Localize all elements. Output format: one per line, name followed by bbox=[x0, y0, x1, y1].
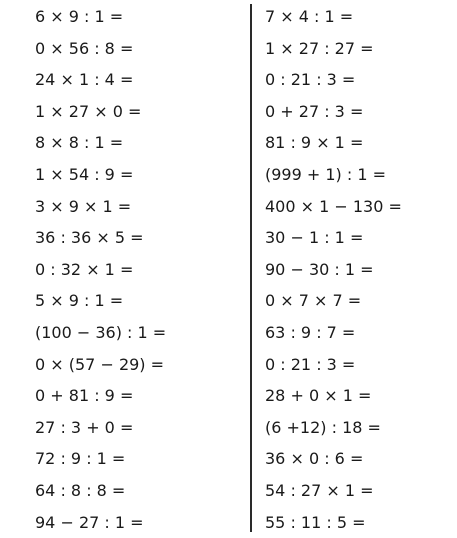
exercise-expression: 64 : 8 : 8 = bbox=[35, 475, 166, 507]
column-divider bbox=[250, 4, 252, 532]
exercise-expression: 28 + 0 × 1 = bbox=[265, 380, 402, 412]
exercise-expression: 0 : 32 × 1 = bbox=[35, 254, 166, 286]
exercise-expression: 400 × 1 − 130 = bbox=[265, 191, 402, 223]
exercise-expression: 24 × 1 : 4 = bbox=[35, 64, 166, 96]
exercise-expression: 0 : 21 : 3 = bbox=[265, 349, 402, 381]
exercise-expression: 8 × 8 : 1 = bbox=[35, 127, 166, 159]
exercise-expression: 1 × 54 : 9 = bbox=[35, 159, 166, 191]
exercise-expression: 0 + 81 : 9 = bbox=[35, 380, 166, 412]
exercise-expression: 1 × 27 × 0 = bbox=[35, 96, 166, 128]
exercise-expression: 72 : 9 : 1 = bbox=[35, 443, 166, 475]
exercise-expression: 6 × 9 : 1 = bbox=[35, 1, 166, 33]
exercise-expression: 0 + 27 : 3 = bbox=[265, 96, 402, 128]
exercise-expression: 1 × 27 : 27 = bbox=[265, 33, 402, 65]
exercise-expression: 30 − 1 : 1 = bbox=[265, 222, 402, 254]
exercise-expression: (100 − 36) : 1 = bbox=[35, 317, 166, 349]
exercise-expression: (999 + 1) : 1 = bbox=[265, 159, 402, 191]
exercise-expression: 63 : 9 : 7 = bbox=[265, 317, 402, 349]
exercise-expression: 0 × 7 × 7 = bbox=[265, 285, 402, 317]
exercise-expression: 7 × 4 : 1 = bbox=[265, 1, 402, 33]
exercise-expression: 55 : 11 : 5 = bbox=[265, 507, 402, 538]
exercise-expression: 0 : 21 : 3 = bbox=[265, 64, 402, 96]
exercise-expression: 0 × 56 : 8 = bbox=[35, 33, 166, 65]
exercise-expression: 90 − 30 : 1 = bbox=[265, 254, 402, 286]
left-exercise-column bbox=[35, 0, 166, 538]
exercise-expression: 27 : 3 + 0 = bbox=[35, 412, 166, 444]
exercise-expression: 81 : 9 × 1 = bbox=[265, 127, 402, 159]
right-exercise-column bbox=[265, 0, 402, 538]
exercise-expression: 94 − 27 : 1 = bbox=[35, 507, 166, 538]
exercise-expression: 36 : 36 × 5 = bbox=[35, 222, 166, 254]
exercise-expression: 54 : 27 × 1 = bbox=[265, 475, 402, 507]
exercise-expression: 0 × (57 − 29) = bbox=[35, 349, 166, 381]
exercise-expression: 36 × 0 : 6 = bbox=[265, 443, 402, 475]
exercise-expression: 3 × 9 × 1 = bbox=[35, 191, 166, 223]
exercise-expression: (6 +12) : 18 = bbox=[265, 412, 402, 444]
exercise-expression: 5 × 9 : 1 = bbox=[35, 285, 166, 317]
